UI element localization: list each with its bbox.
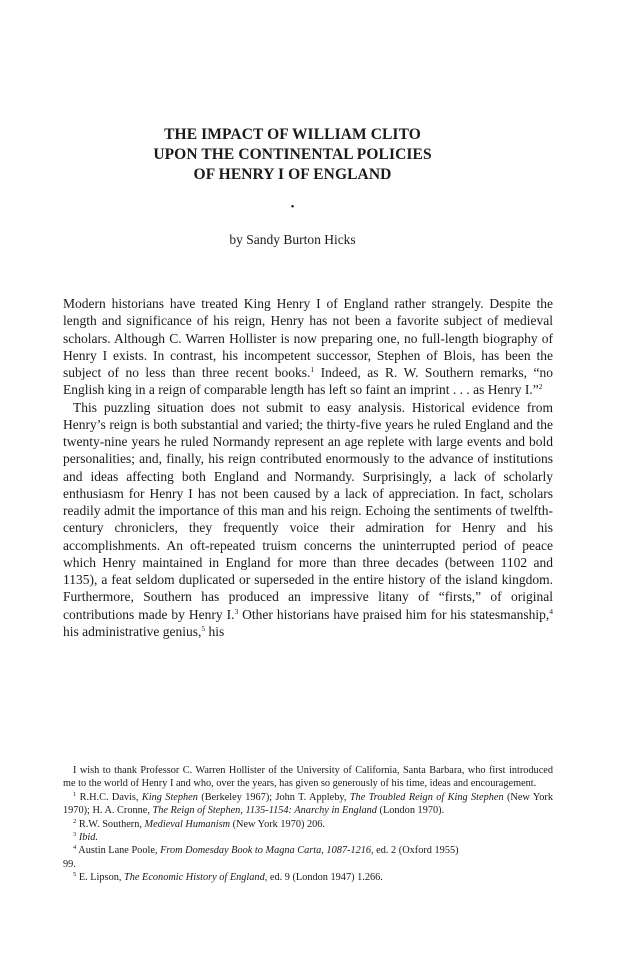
body-text — [63, 295, 553, 640]
ornament-bullet-icon: • — [290, 201, 295, 213]
paragraph-2: This puzzling situation does not submit to easy analysis. Historical evidence from Henry’s reign is both substantial and varied; the thirty-five years he ruled England and the twenty-nine years he ruled Normandy represent an age replete with large events and bold personalities; and, finally, his reign contributed enormously to the advance of institutions and ideas affecting both England and Normandy. Surprisingly, a lack of scholarly enthusiasm for Henry I has not been caused by a lack of appreciation. In fact, scholars readily admit the importance of this man and his reign. Echoing the sentiments of twelfth-century chroniclers, they frequently voice their admiration for Henry and his accomplishments. An oft-repeated truism concerns the uninterrupted period of peace which Henry maintained in England for more than three decades (between 1102 and 1135), a feat seldom duplicated or superseded in the entire history of the island kingdom. Furthermore, Southern has produced an impressive litany of “firsts,” of original contributions made by Henry I.$^3$ Other historians have praised him for his statesmanship,$^4$ his administrative genius,$^5$ his — [63, 399, 553, 639]
footnote-1: $^1$ R.H.C. Davis, King Stephen (Berkeley 1967); John T. Appleby, The Troubled Reign of King Stephen (New York 1970); H. A. Cronne, The Reign of Stephen, 1135-1154: Anarchy in England (London 1970). — [63, 790, 553, 817]
article-title — [0, 125, 585, 185]
title-line-2: UPON THE CONTINENTAL POLICIES — [153, 146, 432, 163]
acknowledgement-note: I wish to thank Professor C. Warren Hollister of the University of California, Santa Barbara, who first introduced me to the world of Henry I and who, over the years, has given so generously of his time, ideas and encouragement. — [63, 765, 553, 790]
footnote-5: $^5$ E. Lipson, The Economic History of England, ed. 9 (London 1947) 1.266. — [73, 871, 383, 884]
footnote-ref-3: 3 — [234, 606, 239, 616]
footnotes — [63, 764, 553, 885]
footnote-ref-4: 4 — [549, 606, 553, 616]
footnote-2: $^2$ R.W. Southern, Medieval Humanism (New York 1970) 206. — [73, 817, 326, 830]
footnote-ref-1: 1 — [310, 365, 315, 374]
footnote-ref-2: 2 — [538, 382, 543, 392]
footnote-4-continuation: 99. — [63, 858, 76, 870]
title-line-1: THE IMPACT OF WILLIAM CLITO — [164, 126, 421, 143]
title-line-3: OF HENRY I OF ENGLAND — [193, 166, 392, 183]
author-byline: by Sandy Burton Hicks — [229, 232, 356, 247]
paragraph-1: Modern historians have treated King Henry I of England rather strangely. Despite the length and significance of his reign, Henry has not been a favorite subject of medieval scholars. Although C. Warren Hollister is now preparing one, no full-length biography of Henry I exists. In contrast, his incompetent successor, Stephen of Blois, has been the subject of no less than three recent books.$^1$ Indeed, as R. W. Southern remarks, “no English king in a reign of comparable length has left so faint an imprint . . . as Henry I.”$^2$ — [63, 296, 553, 398]
footnote-ref-5: 5 — [201, 623, 206, 633]
footnote-4: $^4$ Austin Lane Poole, From Domesday Book to Magna Carta, 1087-1216, ed. 2 (Oxford 1955) — [73, 844, 459, 857]
footnote-3: $^3$ Ibid. — [73, 831, 98, 844]
